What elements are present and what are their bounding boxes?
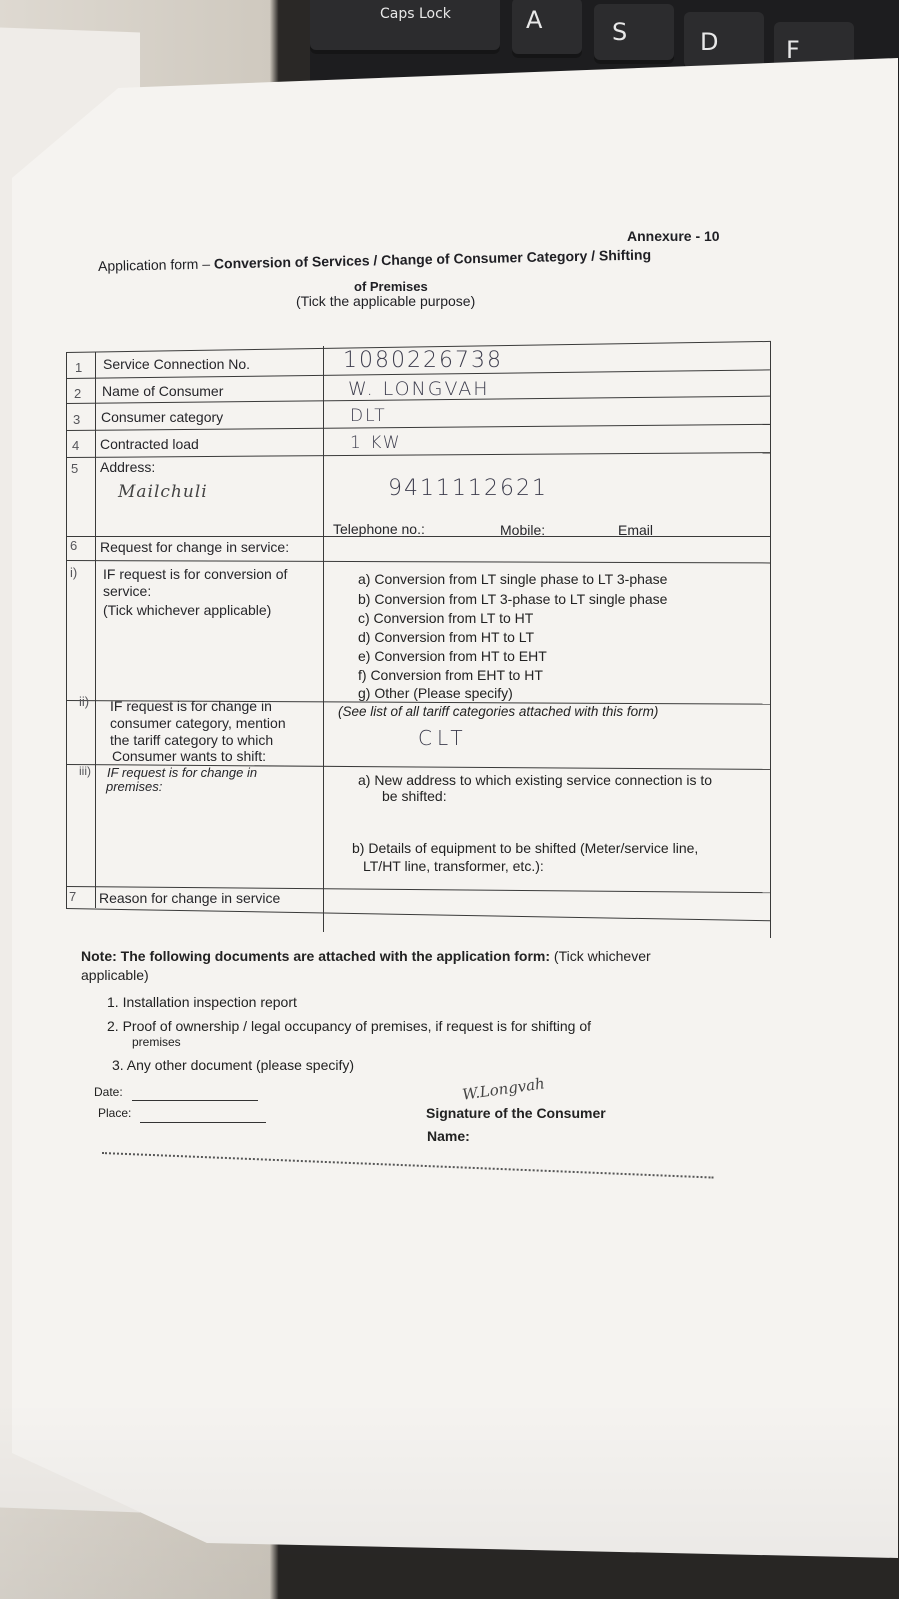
row-3-number: 3 [73,412,81,427]
form-title-bold: Conversion of Services / Change of Consumer Category / Shifting [213,246,652,272]
option-d: d) Conversion from HT to LT [358,629,535,645]
category-label-2: consumer category, mention [110,715,286,731]
service-connection-label: Service Connection No. [103,356,251,372]
place-label: Place: [98,1106,132,1120]
note-heading-bold: Note: The following documents are attached with the application form: [81,948,551,964]
row-4-number: 4 [72,438,80,453]
conversion-label-2: service: [103,583,152,599]
contracted-load-label: Contracted load [100,436,199,452]
equipment-line-2: LT/HT line, transformer, etc.): [363,858,544,874]
row-6iii-number: iii) [79,764,91,778]
address-label: Address: [100,459,156,475]
note-heading-tail: (Tick whichever [553,948,651,964]
equipment-line-1: b) Details of equipment to be shifted (Meter/service line, [352,840,699,856]
premises-label-2: premises: [106,779,163,794]
row-1-number: 1 [75,360,83,375]
place-line [140,1122,266,1123]
row-line-6 [66,560,770,563]
contracted-load-value: 1 KW [350,433,402,453]
telephone-label: Telephone no.: [333,521,425,537]
date-line [132,1100,258,1101]
caps-lock-label: Caps Lock [380,6,451,22]
category-label-1: IF request is for change in [110,698,272,714]
row-6i-number: i) [70,565,78,580]
a-key-label: A [526,6,543,34]
row-2-number: 2 [74,386,82,401]
option-e: e) Conversion from HT to EHT [358,648,547,664]
form-subtitle: (Tick the applicable purpose) [296,293,476,309]
option-c: c) Conversion from LT to HT [358,610,534,626]
tariff-category-value: CLT [418,726,468,750]
tariff-list-note: (See list of all tariff categories attached with this form) [338,704,659,719]
date-label: Date: [94,1085,123,1099]
table-left-border [66,352,67,908]
new-address-line-2: be shifted: [382,788,447,804]
signature-label: Signature of the Consumer [426,1105,606,1121]
cut-line [102,1152,714,1179]
consumer-category-label: Consumer category [101,409,224,425]
note-heading-line2: applicable) [81,967,149,983]
category-label-3: the tariff category to which [110,732,274,748]
mobile-number-value: 9411112621 [388,476,548,501]
consumer-name-value: W. LONGVAH [348,378,490,400]
s-key-label: S [612,18,628,46]
table-num-divider [95,352,96,908]
option-b: b) Conversion from LT 3-phase to LT single phase [358,591,668,607]
f-key-label: F [786,36,800,64]
name-label: Name: [427,1128,470,1144]
row-6-number: 6 [70,538,78,553]
request-change-label: Request for change in service: [100,539,290,555]
mobile-label: Mobile: [500,522,546,538]
consumer-category-value: DLT [350,406,387,426]
row-7-number: 7 [69,889,77,904]
note-item-3: 3. Any other document (please specify) [112,1057,355,1073]
row-6ii-number: ii) [79,694,90,709]
service-connection-value: 1080226738 [343,348,503,373]
form-title [98,246,651,274]
option-f: f) Conversion from EHT to HT [358,667,543,683]
premises-label-1: IF request is for change in [107,765,258,780]
address-value: Mailchuli [118,482,208,502]
row-5-number: 5 [71,461,79,476]
new-address-line-1: a) New address to which existing service connection is to [358,772,713,788]
conversion-label-1: IF request is for conversion of [103,566,288,582]
form-title-line2: of Premises [354,279,428,294]
table-middle-divider [323,346,324,932]
consumer-name-label: Name of Consumer [102,383,224,399]
d-key-label: D [700,28,719,56]
consumer-signature: W.Longvah [461,1074,546,1104]
note-item-1: 1. Installation inspection report [107,994,297,1010]
option-a: a) Conversion from LT single phase to LT 3-phase [358,571,668,587]
note-item-2: 2. Proof of ownership / legal occupancy of premises, if request is for shifting of [107,1018,592,1034]
email-label: Email [618,522,654,538]
annexure-label: Annexure - 10 [627,228,720,244]
form-title-prefix: Application form – [97,255,215,274]
row-line-4 [66,452,770,458]
category-label-4: Consumer wants to shift: [112,748,267,764]
table-right-border [770,341,771,938]
note-heading [81,948,651,964]
table-bottom-border [66,908,771,921]
option-g: g) Other (Please specify) [358,685,513,701]
conversion-label-3: (Tick whichever applicable) [103,602,272,618]
note-item-2-cont: premises [132,1035,181,1049]
reason-label: Reason for change in service [99,890,281,906]
